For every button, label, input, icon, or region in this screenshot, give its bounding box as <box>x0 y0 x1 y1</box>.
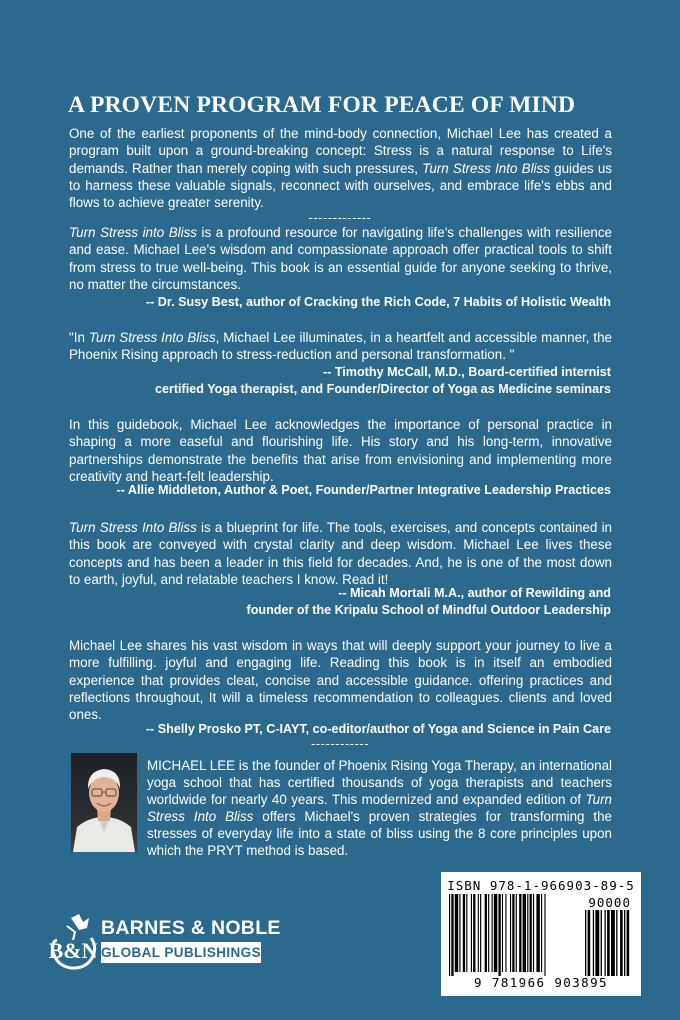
barcode-bar <box>480 894 481 972</box>
blurb-middleton <box>69 416 612 485</box>
barcode-bar <box>488 894 489 972</box>
blurb-prosko-text: Michael Lee shares his vast wisdom in ways that will deeply support your journey to live a more fulfilling. joyful and engaging life. Reading this book is in itself an embodied experience that provides cleat, concise and accessible guidance. offering practices and reflections throughout, It will a timeless recommendation to colleagues. clients and loved ones. <box>69 638 612 723</box>
bio-text-2: offers Michael's proven strategies for transforming the stresses of everyday life into a state of bliss using the 8 core principles upon which the PRYT method is based. <box>147 809 613 859</box>
addon-barcode-bar <box>611 910 615 976</box>
addon-barcode-bar <box>620 910 623 976</box>
blurb-best-text: is a profound resource for navigating life's challenges with resilience and ease. Michael Lee's wisdom and compassionate approach offer practical tools to shift from stress to true well-being. This book is an essential guide for anyone seeking to thrive, no matter the circumstances. <box>69 225 612 292</box>
addon-barcode-bar <box>624 910 625 976</box>
barcode-bar <box>519 894 521 972</box>
barcode-bar <box>530 894 532 972</box>
barcode-bar <box>544 894 545 976</box>
blurb-mortali-text: is a blueprint for life. The tools, exercises, and concepts contained in this book are conveyed with crystal clarity and deep wisdom. Michael Lee lives these concepts and has been a leader in this field for decades. And, he is one of the most down to earth, joyful, and relatable teachers I know. Read it! <box>69 520 612 587</box>
addon-barcode-bar <box>593 910 594 976</box>
publisher-monogram-icon <box>49 912 101 972</box>
isbn-barcode <box>441 872 641 996</box>
blurb-mccall-text: , Michael Lee illuminates, in a heartfelt and accessible manner, the Phoenix Rising approach to stress-reduction and personal transformation. " <box>69 330 612 363</box>
attribution-mccall-2: certified Yoga therapist, and Founder/Director of Yoga as Medicine seminars <box>154 382 611 396</box>
blurb-best <box>69 224 612 293</box>
addon-barcode-bar <box>595 910 599 976</box>
blurb-middleton-text: In this guidebook, Michael Lee acknowledges the importance of personal practice in shaping a more easeful and flourishing life. His story and his long-term, innovative partnerships demonstrate the benefits that arise from envisioning and implementing more creativity and heart-felt leadership. <box>69 417 612 484</box>
barcode-bar <box>492 894 493 972</box>
addon-barcode-bar <box>616 910 617 976</box>
publisher-logo <box>49 912 281 972</box>
barcode-bars <box>449 894 579 976</box>
barcode-bar <box>473 894 475 972</box>
publisher-name: BARNES & NOBLE <box>101 917 281 939</box>
barcode-bar <box>459 894 460 972</box>
intro-paragraph <box>69 125 612 211</box>
bio-text-1: MICHAEL LEE is the founder of Phoenix Rising Yoga Therapy, an international yoga school that has certified thousands of yoga therapists and teachers worldwide for nearly 40 years. This modernized and expanded edition of <box>147 758 612 808</box>
barcode-bar <box>478 894 479 972</box>
intro-text-2: guides us to harness these valuable signals, reconnect with ourselves, and embrace life's ebbs and flows to achieve greater serenity. <box>69 160 612 211</box>
blurb-mccall-pre: "In <box>69 330 89 345</box>
addon-barcode-bar <box>607 910 610 976</box>
addon-barcode-bar <box>585 910 586 976</box>
blurb-mortali <box>69 519 612 588</box>
blurb-mortali-title: Turn Stress Into Bliss <box>69 520 197 535</box>
barcode-bar <box>505 894 506 972</box>
blurb-prosko <box>69 637 612 723</box>
blurb-mccall-title: Turn Stress Into Bliss <box>88 330 216 345</box>
barcode-bar <box>451 894 453 976</box>
barcode-bar <box>463 894 465 972</box>
barcode-bar <box>527 894 528 972</box>
addon-barcode-bar <box>601 910 602 976</box>
barcode-bar <box>455 894 458 972</box>
price-code: 90000 <box>588 895 631 910</box>
addon-barcode-bar <box>588 910 591 976</box>
attribution-middleton: -- Allie Middleton, Author & Poet, Founder/Partner Integrative Leadership Practices <box>116 483 611 497</box>
addon-barcode-bar <box>605 910 606 976</box>
barcode-bar <box>449 894 450 976</box>
attribution-mortali-1: -- Micah Mortali M.A., author of Rewilding and <box>338 586 611 600</box>
barcode-bar <box>502 894 503 972</box>
blurb-mccall <box>69 329 612 364</box>
barcode-bar <box>510 894 511 972</box>
attribution-best: -- Dr. Susy Best, author of Cracking the Rich Code, 7 Habits of Holistic Wealth <box>145 295 611 309</box>
barcode-bar <box>523 894 526 972</box>
separator-1: ------------- <box>308 210 372 225</box>
publisher-monogram-text: B&N <box>49 938 98 963</box>
author-photo <box>71 753 137 852</box>
barcode-bar <box>541 894 542 972</box>
barcode-bar <box>536 894 539 972</box>
barcode-bar <box>485 894 487 972</box>
separator-2: ------------ <box>311 736 369 751</box>
headline: A PROVEN PROGRAM FOR PEACE OF MIND <box>68 92 576 118</box>
isbn-number: ISBN 978-1-966903-89-5 <box>447 878 635 893</box>
blurb-best-title: Turn Stress into Bliss <box>69 225 197 240</box>
barcode-bar <box>516 894 517 972</box>
attribution-prosko: -- Shelly Prosko PT, C-IAYT, co-editor/author of Yoga and Science in Pain Care <box>145 722 611 736</box>
addon-barcode-bars <box>585 910 635 976</box>
barcode-bar <box>512 894 514 972</box>
ean-number: 9 781966 903895 <box>474 975 608 990</box>
barcode-bar <box>466 894 467 972</box>
attribution-mccall-1: -- Timothy McCall, M.D., Board-certified internist <box>322 365 611 379</box>
barcode-bar <box>494 894 497 972</box>
publisher-tagline: GLOBAL PUBLISHINGS <box>101 942 261 963</box>
barcode-bar <box>471 894 472 972</box>
addon-barcode-bar <box>627 910 630 976</box>
barcode-bar <box>533 894 534 972</box>
intro-text-1: One of the earliest proponents of the mind-body connection, Michael Lee has created a program built upon a ground-breaking concept: Stress is a natural response to Life's demands. Rather than merely coping with such pressures, <box>69 126 612 176</box>
bio-book-title: Turn Stress Into Bliss <box>147 792 612 825</box>
intro-book-title: Turn Stress Into Bliss <box>422 160 550 176</box>
attribution-mortali-2: founder of the Kripalu School of Mindful Outdoor Leadership <box>246 603 611 617</box>
author-bio <box>147 757 612 860</box>
barcode-bar <box>498 894 500 976</box>
